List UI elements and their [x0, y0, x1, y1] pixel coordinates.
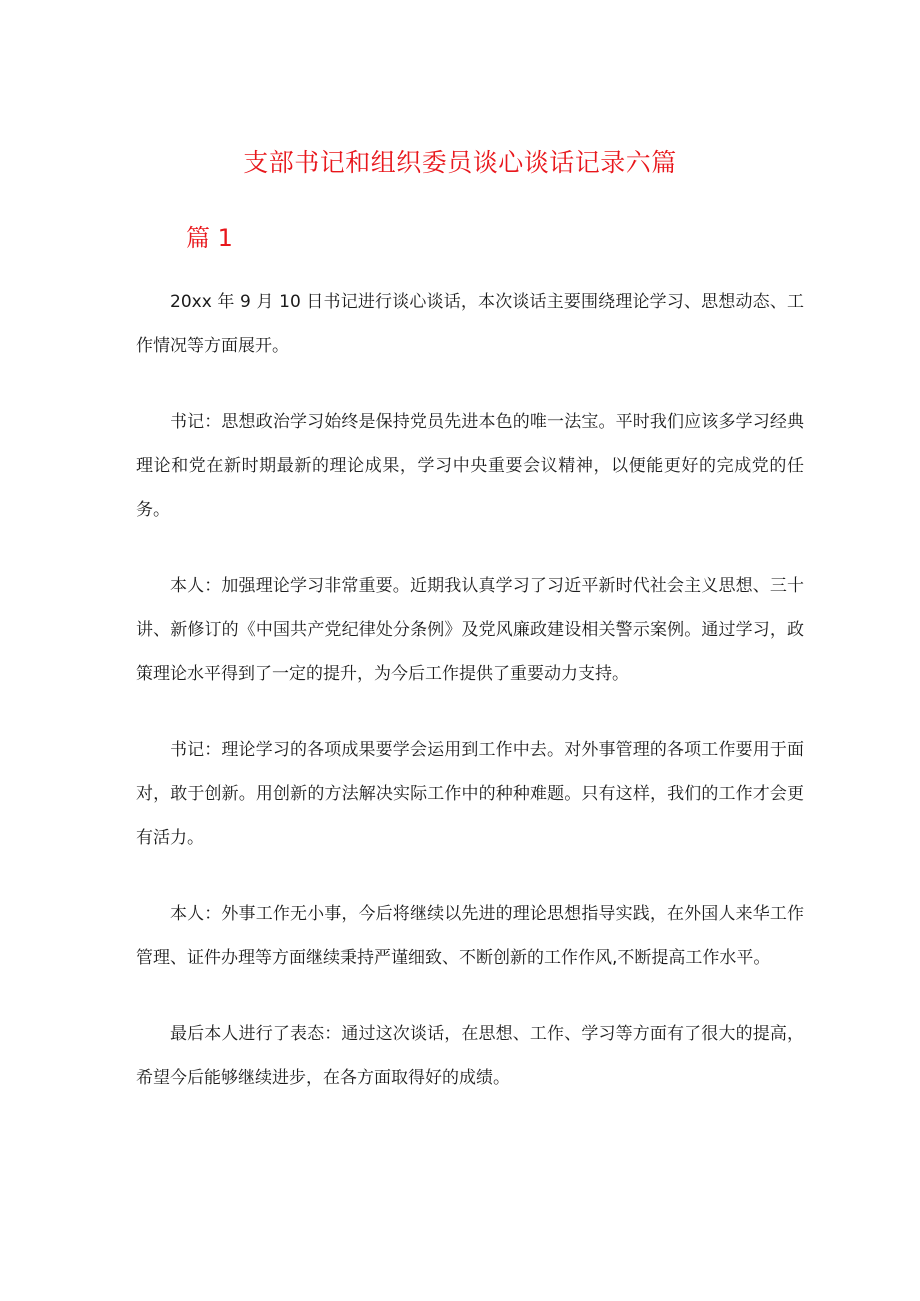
- section-heading: 篇 1: [186, 224, 233, 252]
- document-body: [136, 280, 804, 1132]
- paragraph-conclusion: 最后本人进行了表态：通过这次谈话，在思想、工作、学习等方面有了很大的提高，希望今后能够继续进步，在各方面取得好的成绩。: [136, 1024, 804, 1088]
- document-title: 支部书记和组织委员谈心谈话记录六篇: [243, 148, 677, 177]
- paragraph-intro: 20xx 年 9 月 10 日书记进行谈心谈话，本次谈话主要围绕理论学习、思想动态、工作情况等方面展开。: [136, 292, 804, 356]
- paragraph-self-1: 本人：加强理论学习非常重要。近期我认真学习了习近平新时代社会主义思想、三十讲、新修订的《中国共产党纪律处分条例》及党风廉政建设相关警示案例。通过学习，政策理论水平得到了一定的提升，为今后工作提供了重要动力支持。: [136, 576, 804, 684]
- paragraph-secretary-1: 书记：思想政治学习始终是保持党员先进本色的唯一法宝。平时我们应该多学习经典理论和党在新时期最新的理论成果，学习中央重要会议精神，以便能更好的完成党的任务。: [136, 412, 804, 520]
- paragraph-self-2: 本人：外事工作无小事，今后将继续以先进的理论思想指导实践，在外国人来华工作管理、证件办理等方面继续秉持严谨细致、不断创新的工作作风,不断提高工作水平。: [136, 904, 804, 968]
- paragraph-secretary-2: 书记：理论学习的各项成果要学会运用到工作中去。对外事管理的各项工作要用于面对，敢于创新。用创新的方法解决实际工作中的种种难题。只有这样，我们的工作才会更有活力。: [136, 740, 804, 848]
